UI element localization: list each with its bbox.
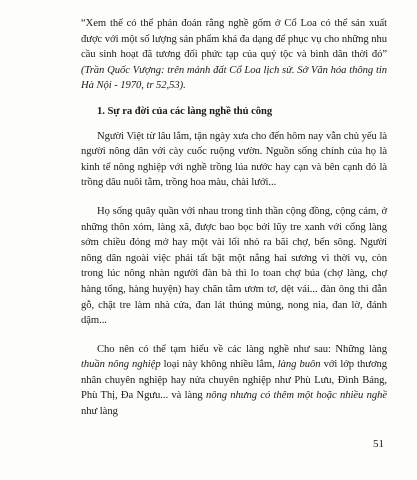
body-paragraph-3 xyxy=(81,342,387,420)
quote-citation: (Trần Quốc Vượng: trên mảnh đất Cổ Loa lịch sử. Sở Văn hóa thông tin Hà Nội - 1970, tr 52,53). xyxy=(81,64,387,92)
paragraph-3-text-1: Cho nên có thể tạm hiểu về các làng nghề như sau: Những làng xyxy=(97,343,387,355)
paragraph-3-italic-3: nông nhưng có thêm một hoặc nhiều nghề xyxy=(205,390,388,402)
page-body xyxy=(81,16,387,420)
paragraph-3-text-3: với lớp thương nhân chuyên nghiệp hay nửa chuyên nghiệp như Phù Lưu, Đình Bảng, Phù Thị, Đa Ngưu... và làng xyxy=(81,359,387,402)
paragraph-3-italic-1: thuần nông nghiệp xyxy=(81,359,161,371)
paragraph-3-italic-2: làng buôn xyxy=(277,359,321,371)
paragraph-3-text-2: loại này không nhiều lắm, xyxy=(160,359,278,371)
body-paragraph-2: Họ sống quây quần với nhau trong tình thần cộng đồng, cộng cảm, ở những thôn xóm, làng xã, được bao bọc bởi lũy tre xanh với cổng làng sớm chiều đóng mở hay một vài lối nhỏ ra bãi chợ, bến sông. Người nông dân ngoài việc phải tất bật một nắng hai sương vì thời vụ, còn trong lúc nông nhàn người đàn bà thì lo toan chợ búa (chợ làng, chợ hàng tổng, hàng huyện) hay chăn tằm ươm tơ, dệt vải... đàn ông thì đẵn gỗ, chặt tre làm nhà cửa, đan lát thúng mủng, nong nia, đan lờ, đánh dậm... xyxy=(81,205,387,327)
page-number: 51 xyxy=(373,438,384,450)
quote-text: “Xem thế có thể phán đoán rằng nghề gốm ở Cổ Loa có thể sản xuất được với một số lượng sản phẩm khá đa dạng để phục vụ cho những nhu cầu sinh hoạt đã tương đối phức tạp của quý tộc và bình dân thời đó” xyxy=(81,18,387,61)
quote-paragraph xyxy=(81,16,387,94)
paragraph-3-text-4: như làng xyxy=(81,406,118,418)
section-heading: 1. Sự ra đời của các làng nghề thủ công xyxy=(97,105,273,117)
body-paragraph-1: Người Việt từ lâu lắm, tận ngày xưa cho đến hôm nay vẫn chủ yếu là người nông dân với cày cuốc ruộng vườn. Nguồn sống chính của họ là kinh tế nông nghiệp với nghề trồng lúa nước hay cạn và bên cạnh đó là trồng dâu nuôi tằm, trồng hoa màu, chài lưới... xyxy=(81,130,387,189)
